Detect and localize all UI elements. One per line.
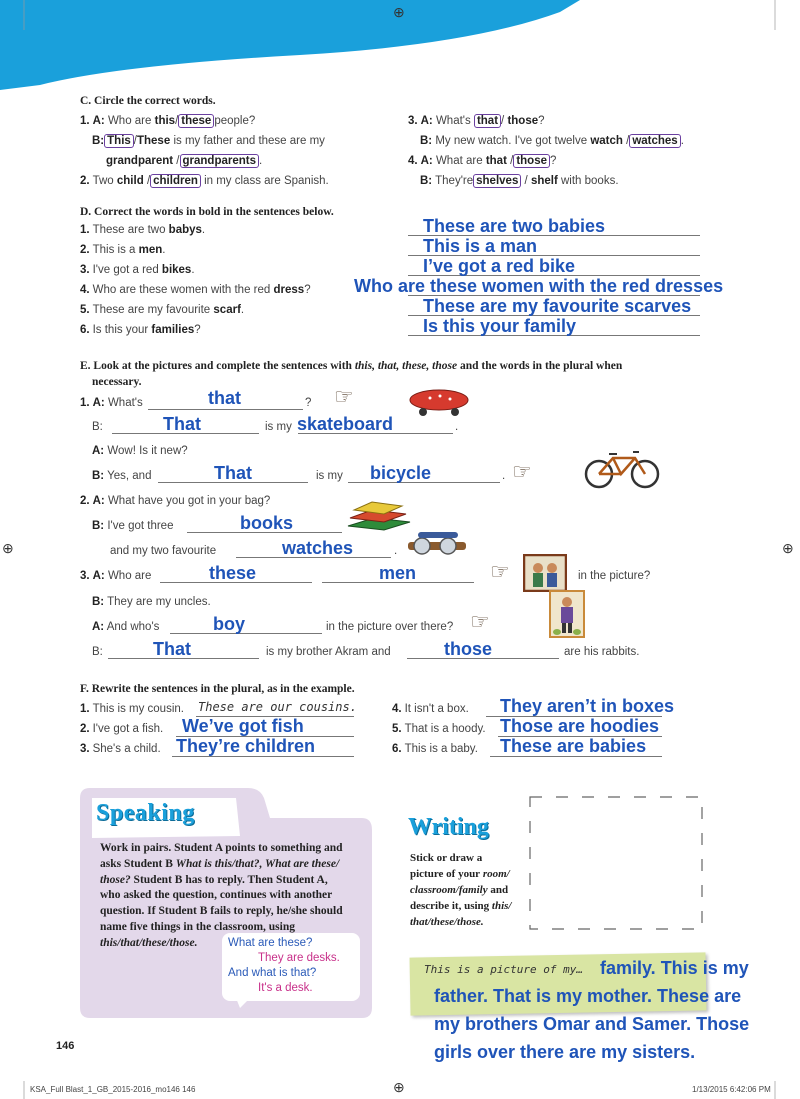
section-c-q1b: B: This /These is my father and these are my [92, 135, 325, 147]
section-f-heading: F. Rewrite the sentences in the plural, as in the example. [80, 683, 355, 695]
sentence-text: are his rabbits. [564, 646, 640, 658]
sentence-text: is my [316, 470, 343, 482]
registration-mark-icon: ⊕ [782, 540, 794, 556]
pointing-hand-icon: ☞ [512, 459, 532, 484]
pointing-hand-icon: ☞ [490, 559, 510, 584]
circled-answer[interactable]: those [513, 154, 550, 168]
circled-answer[interactable]: grandparents [180, 154, 260, 168]
section-e-line-11: B: [92, 646, 103, 658]
pointing-hand-icon: ☞ [334, 384, 354, 409]
footer-date: 1/13/2015 6:42:06 PM [692, 1085, 771, 1094]
section-c-q3b: B: My new watch. I've got twelve watch / watches . [420, 135, 684, 147]
answer-e6[interactable]: books [240, 513, 294, 533]
section-e-line-4: B: Yes, and [92, 470, 152, 482]
period: . [394, 545, 398, 557]
section-f-item-6: 6. This is a baby. [392, 743, 478, 755]
answer-e12[interactable]: those [444, 639, 493, 659]
question-mark: ? [305, 397, 312, 409]
answer-d6[interactable]: Is this your family [423, 316, 577, 336]
section-e-line-3: A: Wow! Is it new? [92, 445, 188, 457]
section-e-line-9: B: They are my uncles. [92, 596, 211, 608]
answer-e7[interactable]: watches [282, 538, 354, 558]
note-prefix: This is a picture of my… [424, 963, 583, 976]
section-d-item-1: 1. These are two babys. [80, 224, 206, 236]
speaking-instructions: Work in pairs. Student A points to something and asks Student B What is this/that?, What are these/ those? Student B has to reply. Then Student A, who asked the question, continues with another question. If Student B fails to reply, he/she should name five things in the classroom, using this/that/these/those. [100, 842, 343, 949]
answer-e1[interactable]: that [208, 388, 241, 408]
bubble-tail [236, 998, 256, 1010]
section-d-item-4: 4. Who are these women with the red dress? [80, 284, 311, 296]
answer-f3[interactable]: They’re children [176, 736, 316, 756]
section-e-line-7: and my two favourite [110, 545, 217, 557]
circled-answer[interactable]: children [150, 174, 201, 188]
example-answer: These are our cousins. [198, 700, 357, 714]
answer-e2[interactable]: That [163, 414, 201, 434]
section-d-heading: D. Correct the words in bold in the sentences below. [80, 206, 334, 218]
section-f-item-4: 4. It isn't a box. [392, 703, 469, 715]
speech-bubble: What are these? They are desks. And what is that? It's a desk. [222, 933, 360, 1001]
section-e-heading-2: necessary. [92, 376, 142, 388]
answer-d5[interactable]: These are my favourite scarves [423, 296, 692, 316]
crop-marks [0, 1075, 800, 1099]
answer-e11[interactable]: That [153, 639, 191, 659]
answer-d3[interactable]: I’ve got a red bike [423, 256, 576, 276]
answer-d1[interactable]: These are two babies [423, 216, 606, 236]
answer-e9[interactable]: men [379, 563, 417, 583]
page-number: 146 [56, 1040, 75, 1052]
answer-e8[interactable]: these [209, 563, 257, 583]
section-e-heading: E. Look at the pictures and complete the sentences with this, that, these, those and the words in the plural when [80, 360, 623, 372]
writing-answer-1[interactable]: family. This is my [600, 958, 749, 978]
circled-answer[interactable]: these [178, 114, 214, 128]
circled-answer[interactable]: shelves [473, 174, 521, 188]
answer-e10[interactable]: boy [213, 614, 246, 634]
bicycle-icon [583, 444, 661, 490]
section-c-q1c: grandparent / grandparents . [106, 155, 263, 167]
watches-icon [404, 528, 470, 564]
footer-file: KSA_Full Blast_1_GB_2015-2016_mo146 146 [30, 1085, 196, 1094]
family-picture-icon [523, 554, 567, 592]
answer-f2[interactable]: We’ve got fish [182, 716, 304, 736]
section-c-q4b: B: They're shelves / shelf with books. [420, 175, 619, 187]
writing-title: Writing [408, 814, 489, 840]
circled-answer[interactable]: that [474, 114, 501, 128]
registration-mark-icon: ⊕ [393, 1079, 405, 1095]
section-c-q3: 3. A: What's that / those? [408, 115, 545, 127]
skateboard-icon [408, 386, 470, 418]
answer-d4[interactable]: Who are these women with the red dresses [354, 276, 724, 296]
section-e-line-8: 3. A: Who are [80, 570, 152, 582]
section-e-line-6: B: I've got three [92, 520, 174, 532]
period: . [455, 421, 459, 433]
section-e-line-5: 2. A: What have you got in your bag? [80, 495, 271, 507]
section-c-q2: 2. Two child / children in my class are Spanish. [80, 175, 329, 187]
sentence-text: is my brother Akram and [266, 646, 391, 658]
section-f-item-5: 5. That is a hoody. [392, 723, 486, 735]
section-c-q1: 1. A: Who are this/ these people? [80, 115, 256, 127]
section-f-item-3: 3. She's a child. [80, 743, 161, 755]
writing-answer-3[interactable]: my brothers Omar and Samer. Those [434, 1014, 750, 1034]
section-e-line-2: B: [92, 421, 103, 433]
registration-mark-icon: ⊕ [2, 540, 14, 556]
writing-instructions: Stick or draw a picture of your room/ classroom/family and describe it, using this/ that/these/those. [410, 852, 512, 928]
section-f-item-1: 1. This is my cousin. [80, 703, 184, 715]
answer-e3[interactable]: skateboard [297, 414, 394, 434]
section-f-item-2: 2. I've got a fish. [80, 723, 164, 735]
answer-f5[interactable]: Those are hoodies [500, 716, 660, 736]
section-c-q4: 4. A: What are that / those ? [408, 155, 557, 167]
registration-mark-icon: ⊕ [393, 4, 405, 20]
section-d-item-3: 3. I've got a red bikes. [80, 264, 195, 276]
circled-answer[interactable]: watches [629, 134, 680, 148]
boy-picture-icon [549, 590, 585, 638]
answer-f4[interactable]: They aren’t in boxes [500, 696, 675, 716]
section-d-item-5: 5. These are my favourite scarf. [80, 304, 245, 316]
writing-answer-2[interactable]: father. That is my mother. These are [434, 986, 742, 1006]
section-e-line-10: A: And who's [92, 621, 160, 633]
period: . [502, 470, 506, 482]
picture-frame[interactable] [528, 795, 704, 931]
section-e-line-1: 1. A: What's [80, 397, 143, 409]
circled-answer[interactable]: This [104, 134, 134, 148]
sentence-text: in the picture over there? [326, 621, 454, 633]
sentence-text: is my [265, 421, 292, 433]
section-c-heading: C. Circle the correct words. [80, 95, 216, 107]
section-d-item-2: 2. This is a men. [80, 244, 166, 256]
sentence-text: in the picture? [578, 570, 651, 582]
speaking-title: Speaking [96, 800, 195, 826]
answer-d2[interactable]: This is a man [423, 236, 538, 256]
answer-e4[interactable]: That [214, 463, 252, 483]
section-d-item-6: 6. Is this your families? [80, 324, 201, 336]
writing-answer-4[interactable]: girls over there are my sisters. [434, 1042, 696, 1062]
answer-f6[interactable]: These are babies [500, 736, 647, 756]
pointing-hand-icon: ☞ [470, 609, 490, 634]
answer-e5[interactable]: bicycle [370, 463, 432, 483]
